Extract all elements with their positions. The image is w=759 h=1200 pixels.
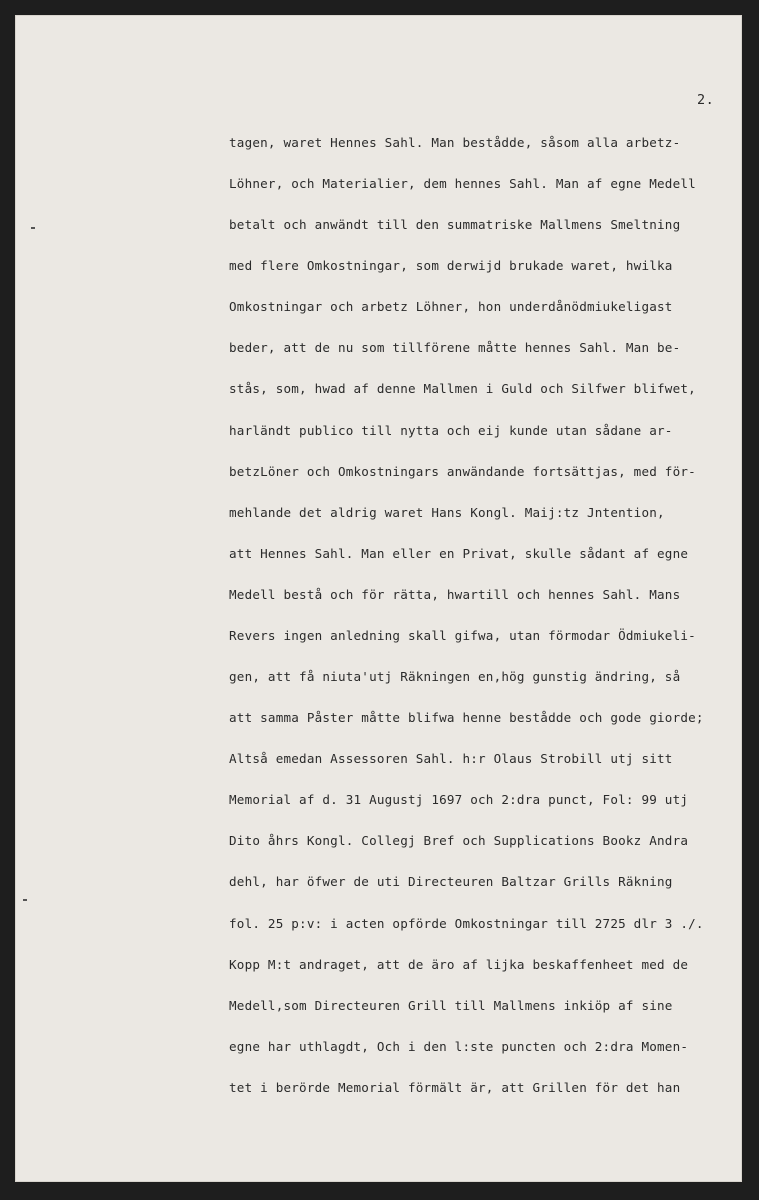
text-line: tagen, waret Hennes Sahl. Man bestådde, såsom alla arbetz- [229, 135, 681, 150]
text-line: beder, att de nu som tillförene måtte hennes Sahl. Man be- [229, 340, 681, 356]
margin-mark [31, 227, 35, 229]
text-line: egne har uthlagdt, Och i den l:ste puncten och 2:dra Momen- [229, 1038, 689, 1054]
text-line: att Hennes Sahl. Man eller en Privat, skulle sådant af egne [229, 545, 689, 561]
text-line: Medell,som Directeuren Grill till Mallmens inkiöp af sine [229, 997, 673, 1013]
text-line: Revers ingen anledning skall gifwa, utan förmodar Ödmiukeli- [229, 627, 696, 643]
text-line: betalt och anwändt till den summatriske Mallmens Smeltning [229, 217, 681, 233]
text-line: fol. 25 p:v: i acten opförde Omkostningar till 2725 dlr 3 ./. [229, 915, 704, 931]
text-line: stås, som, hwad af denne Mallmen i Guld och Silfwer blifwet, [229, 381, 696, 397]
text-line: Medell bestå och för rätta, hwartill och hennes Sahl. Mans [229, 586, 681, 602]
page-number: 2. [697, 92, 715, 108]
margin-mark [23, 899, 27, 901]
text-line: att samma Påster måtte blifwa henne beståddе och gode giorde; [229, 710, 704, 726]
text-line: gen, att få niuta'utj Räkningen en,hög gunstig ändring, så [229, 669, 681, 685]
text-line: mehlande det aldrig waret Hans Kongl. Maij:tz Jntention, [229, 504, 665, 520]
text-line: tet i berörde Memorial förmält är, att Grillen för det han [229, 1079, 681, 1095]
text-line: Memorial af d. 31 Augustj 1697 och 2:dra punct, Fol: 99 utj [229, 792, 689, 808]
text-line: Omkostningar och arbetz Löhner, hon underdånödmiukeligast [229, 299, 673, 315]
text-line: Kopp M:t andraget, att de äro af lijka beskaffenheet med de [229, 956, 689, 972]
text-line: harländt publico till nytta och eij kunde utan sådane ar- [229, 422, 673, 438]
text-line: Altså emedan Assessoren Sahl. h:r Olaus Strobill utj sitt [229, 751, 673, 767]
text-line: dehl, har öfwer de uti Directeuren Baltzar Grills Räkning [229, 874, 673, 890]
text-line: Löhner, och Materialier, dem hennes Sahl. Man af egne Medell [229, 176, 696, 192]
text-line: Dito åhrs Kongl. Collegj Bref och Supplications Bookz Andra [229, 833, 689, 849]
text-line: betzLöner och Omkostningars anwändande fortsättjas, med för- [229, 463, 696, 479]
text-line: med flere Omkostningar, som derwijd brukade waret, hwilka [229, 258, 673, 274]
